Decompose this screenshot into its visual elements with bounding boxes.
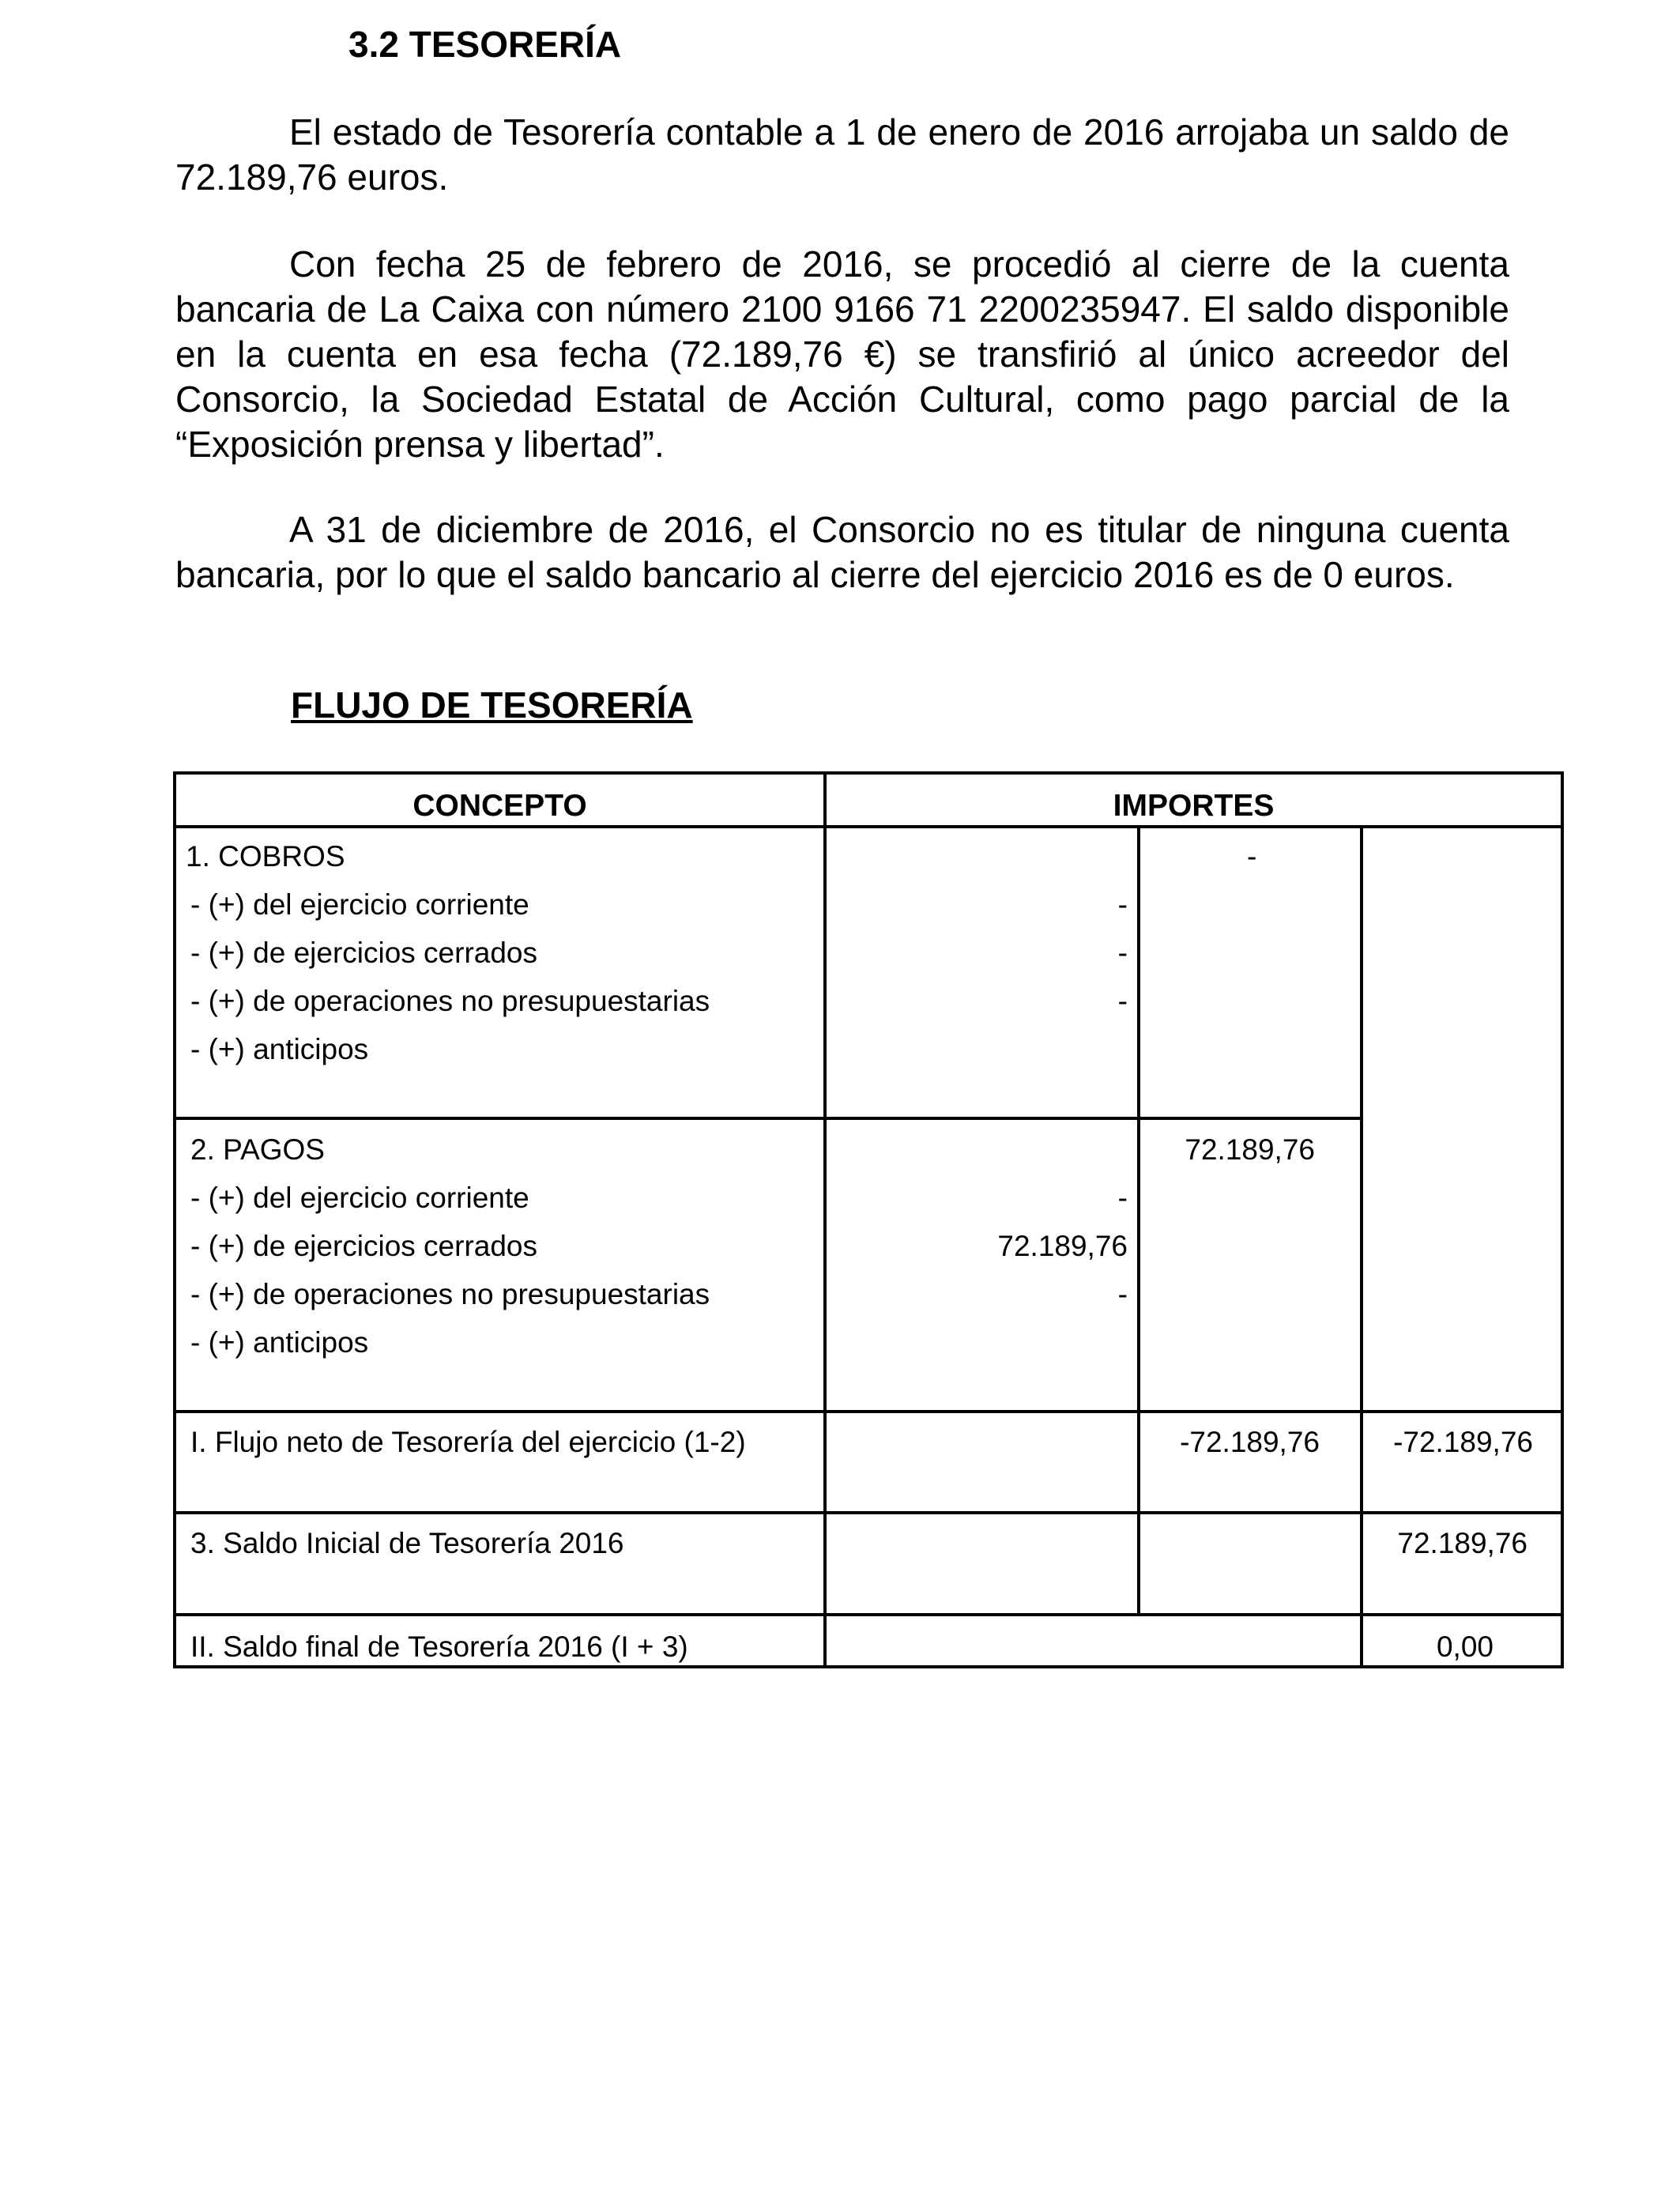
saldo-inicial-label: 3. Saldo Inicial de Tesorería 2016 (190, 1527, 624, 1559)
pagos-item-value: - (1117, 1182, 1128, 1214)
pagos-item-value: - (1117, 1278, 1128, 1310)
pagos-divider (173, 1410, 1564, 1413)
table-border-right (1561, 771, 1564, 1668)
saldo-inicial-col3: 72.189,76 (1397, 1527, 1527, 1559)
saldo-inicial-divider (173, 1613, 1564, 1616)
importes-col3-divider (1360, 825, 1363, 1668)
saldo-final-label: II. Saldo final de Tesorería 2016 (I + 3) (190, 1630, 688, 1663)
pagos-item-label: - (+) de ejercicios cerrados (190, 1230, 538, 1262)
cobros-total: - (1247, 840, 1257, 873)
section-title: 3.2 TESORERÍA (348, 24, 622, 65)
cobros-item-value: - (1117, 888, 1128, 921)
table-border-top (173, 771, 1564, 775)
header-importes: IMPORTES (1113, 789, 1275, 823)
table-border-left (173, 771, 176, 1668)
saldo-final-col3: 0,00 (1436, 1630, 1494, 1663)
pagos-item-value: 72.189,76 (997, 1230, 1128, 1262)
cobros-divider (173, 1117, 1362, 1120)
concepto-divider (823, 771, 827, 1668)
flujo-divider (173, 1511, 1564, 1514)
cobros-item-label: - (+) de ejercicios cerrados (190, 937, 538, 969)
cobros-item-label: - (+) de operaciones no presupuestarias (190, 985, 710, 1017)
paragraph-account-closure: Con fecha 25 de febrero de 2016, se procedió al cierre de la cuenta bancaria de La Caixa con número 2100 9166 71 2200235947. El saldo disponible en la cuenta en esa fecha (72.189,76 €) se transfirió al único acreedor del Consorcio, la Sociedad Estatal de Acción Cultural, como pago parcial de la “Exposición prensa y libertad”. (175, 243, 1509, 465)
cobros-label: 1. COBROS (186, 840, 345, 873)
pagos-label: 2. PAGOS (190, 1133, 325, 1166)
header-concepto: CONCEPTO (412, 789, 587, 823)
subsection-title: FLUJO DE TESORERÍA (291, 684, 693, 726)
flujo-neto-label: I. Flujo neto de Tesorería del ejercicio (1-2) (190, 1426, 746, 1458)
cobros-item-label: - (+) del ejercicio corriente (190, 888, 529, 921)
paragraph-opening-balance: El estado de Tesorería contable a 1 de enero de 2016 arrojaba un saldo de 72.189,76 euros. (175, 111, 1509, 198)
pagos-item-label: - (+) de operaciones no presupuestarias (190, 1278, 710, 1310)
importes-col2-divider (1137, 825, 1140, 1616)
flujo-neto-col3: -72.189,76 (1393, 1426, 1533, 1458)
paragraph-closing-balance: A 31 de diciembre de 2016, el Consorcio no es titular de ninguna cuenta bancaria, por lo que el saldo bancario al cierre del ejercicio 2016 es de 0 euros. (175, 509, 1509, 595)
pagos-item-label: - (+) del ejercicio corriente (190, 1182, 529, 1214)
cobros-item-value: - (1117, 937, 1128, 969)
cobros-item-value: - (1117, 985, 1128, 1017)
pagos-item-label: - (+) anticipos (190, 1326, 369, 1359)
pagos-total: 72.189,76 (1185, 1133, 1315, 1166)
flujo-neto-col2: -72.189,76 (1180, 1426, 1320, 1458)
cobros-item-label: - (+) anticipos (190, 1033, 369, 1065)
